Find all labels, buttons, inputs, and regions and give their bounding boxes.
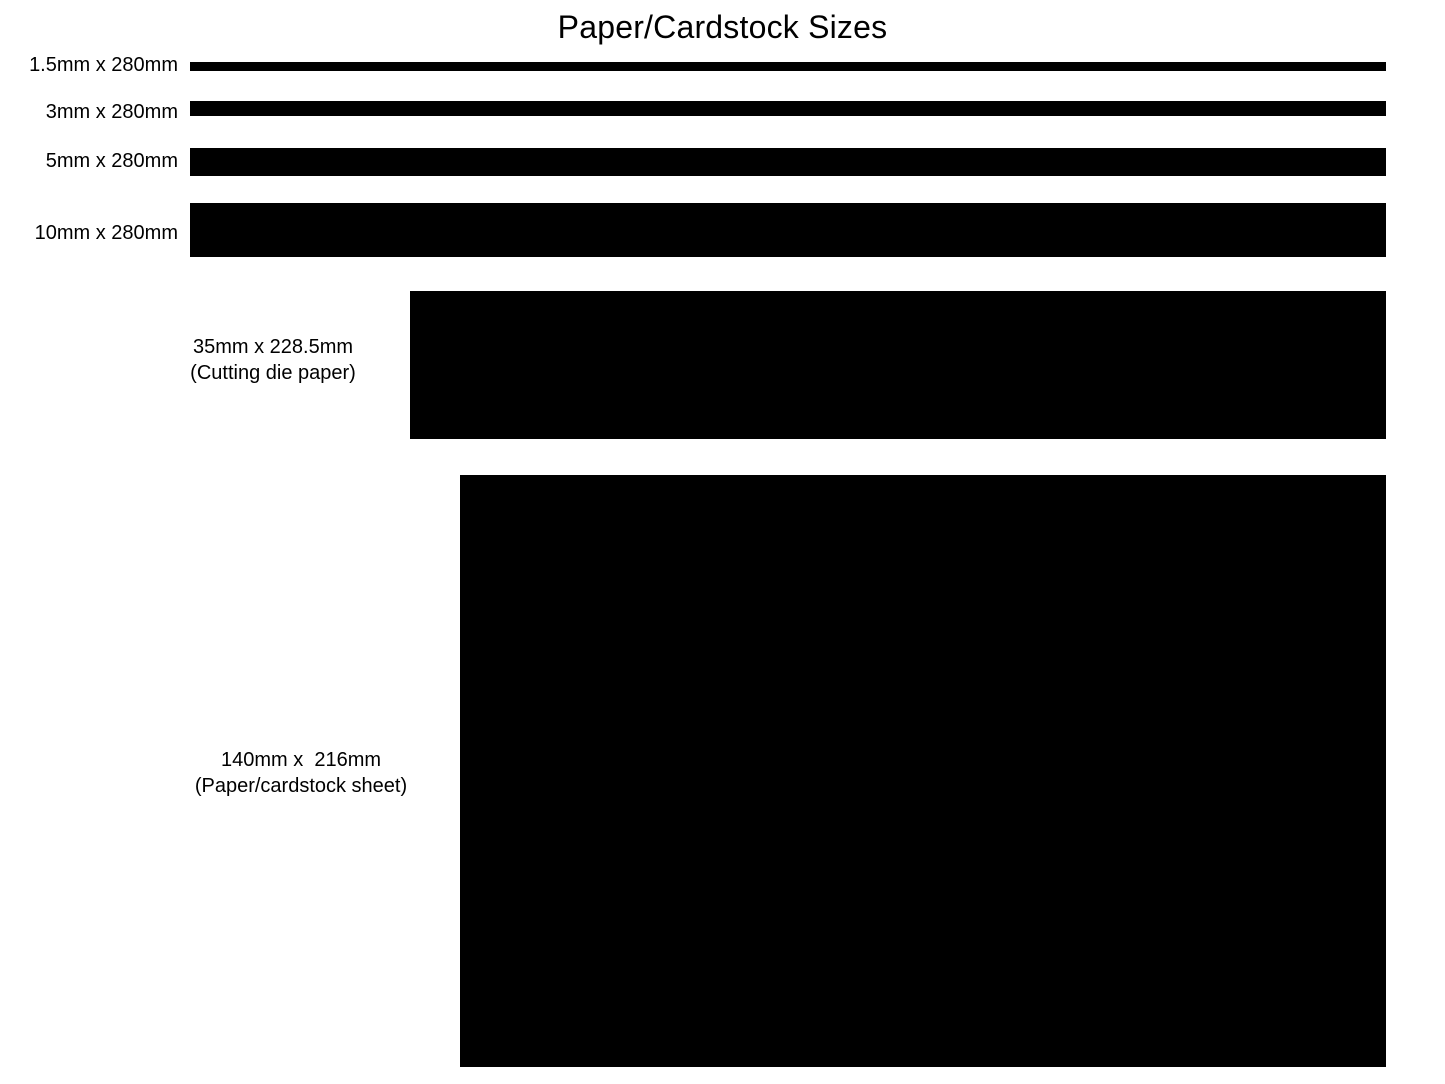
label-cutting-die-paper-sub: (Cutting die paper) [190,362,356,384]
label-strip-10: 10mm x 280mm [34,222,178,244]
page-title: Paper/Cardstock Sizes [557,9,888,45]
bar-strip-10 [190,203,1386,257]
label-cutting-die-paper: 35mm x 228.5mm [192,336,354,358]
label-paper-cardstock-sheet-sub: (Paper/cardstock sheet) [194,775,408,797]
bar-strip-3 [190,101,1386,116]
label-paper-cardstock-sheet: 140mm x 216mm [220,749,382,771]
bar-strip-1-5 [190,62,1386,71]
bar-paper-cardstock-sheet [460,475,1386,1067]
bar-strip-5 [190,148,1386,176]
label-strip-5: 5mm x 280mm [45,150,178,172]
label-strip-3: 3mm x 280mm [45,101,178,123]
label-strip-1-5: 1.5mm x 280mm [29,54,178,76]
bar-cutting-die-paper [410,291,1386,439]
